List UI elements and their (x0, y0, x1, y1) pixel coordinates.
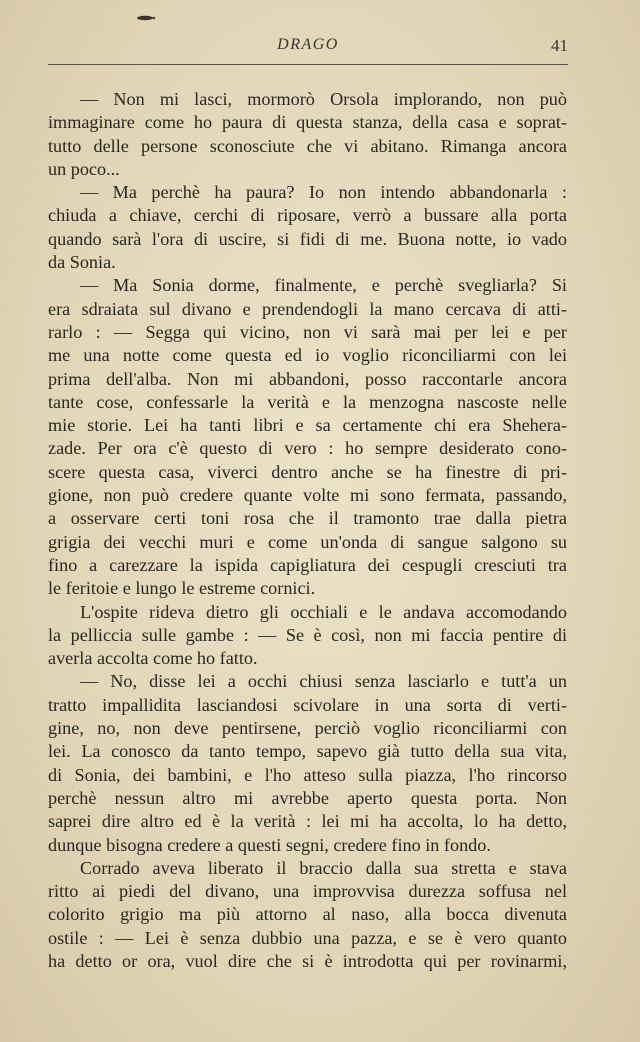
text-line: la pelliccia sulle gambe : — Se è così, non mi faccia pentire di (48, 624, 567, 645)
text-line: ritto ai piedi del divano, una improvvisa durezza soffusa nel (48, 881, 567, 902)
text-line: ha detto or ora, vuol dire che si è introdotta qui per rovinarmi, (48, 950, 567, 971)
text-line: di Sonia, dei bambini, e l'ho atteso sulla piazza, l'ho rincorso (48, 764, 567, 785)
text-line: da Sonia. (48, 252, 116, 273)
text-line: mie storie. Lei ha tanti libri e sa certamente chi era Shehera- (48, 415, 567, 436)
text-line: averla accolta come ho fatto. (48, 648, 258, 669)
text-line: tratto impallidita lasciandosi scivolare in una sorta di verti- (48, 694, 567, 715)
text-line: — No, disse lei a occhi chiusi senza lasciarlo e tutt'a un (80, 671, 567, 692)
text-line: me una notte come questa ed io voglio riconciliarmi con lei (48, 345, 567, 366)
text-line: perchè nessun altro mi avrebbe aperto questa porta. Non (48, 787, 567, 808)
printer-mark-icon (130, 14, 160, 22)
text-line: L'ospite rideva dietro gli occhiali e le andava accomodando (80, 601, 567, 622)
text-line: prima dell'alba. Non mi abbandoni, posso raccontarle ancora (48, 368, 567, 389)
text-line: gine, no, non deve pentirsene, perciò voglio riconciliarmi con (48, 718, 567, 739)
text-line: un poco... (48, 158, 120, 179)
text-line: — Ma perchè ha paura? Io non intendo abbandonarla : (80, 182, 567, 203)
text-line: zade. Per ora c'è questo di vero : ho sempre desiderato cono- (48, 438, 567, 459)
text-line: chiuda a chiave, cerchi di riposare, verrò a bussare alla porta (48, 205, 567, 226)
text-line: a osservare certi toni rosa che il tramonto trae dalla pietra (48, 508, 567, 529)
text-line: ostile : — Lei è senza dubbio una pazza, e se è vero quanto (48, 927, 567, 948)
text-line: tutto delle persone sconosciute che vi abitano. Rimanga ancora (48, 135, 567, 156)
text-line: fino a carezzare la ispida capigliatura dei cespugli cresciuti tra (48, 554, 567, 575)
text-line: gione, non può credere quante volte mi sono fermata, passando, (48, 485, 567, 506)
text-line: quando sarà l'ora di uscire, si fidi di me. Buona notte, io vado (48, 228, 567, 249)
running-title: DRAGO (277, 36, 339, 53)
text-line: era sdraiata sul divano e prendendogli la mano cercava di atti- (48, 298, 567, 319)
text-line: saprei dire altro ed è la verità : lei mi ha accolta, lo ha detto, (48, 811, 567, 832)
text-line: colorito grigio ma più attorno al naso, alla bocca divenuta (48, 904, 567, 925)
page-header (48, 34, 568, 65)
text-line: immaginare come ho paura di questa stanza, della casa e soprat- (48, 112, 567, 133)
page-number: 41 (551, 36, 568, 55)
text-line: — Non mi lasci, mormorò Orsola implorando, non può (80, 89, 567, 109)
text-line: lei. La conosco da tanto tempo, sapevo già tutto della sua vita, (48, 741, 567, 762)
text-line: Corrado aveva liberato il braccio dalla sua stretta e stava (80, 857, 567, 878)
text-line: le feritoie e lungo le estreme cornici. (48, 578, 316, 599)
body-text (48, 88, 567, 973)
text-line: dunque bisogna credere a questi segni, credere fino in fondo. (48, 834, 491, 855)
text-line: scere questa casa, viverci dentro anche se ha finestre di pri- (48, 461, 567, 482)
text-line: rarlo : — Segga qui vicino, non vi sarà mai per lei e per (48, 321, 567, 342)
text-line: tante cose, confessarle la verità e la menzogna nascoste nelle (48, 391, 567, 412)
text-line: grigia dei vecchi muri e come un'onda di sangue salgono su (48, 531, 567, 552)
text-line: — Ma Sonia dorme, finalmente, e perchè svegliarla? Si (80, 275, 567, 296)
